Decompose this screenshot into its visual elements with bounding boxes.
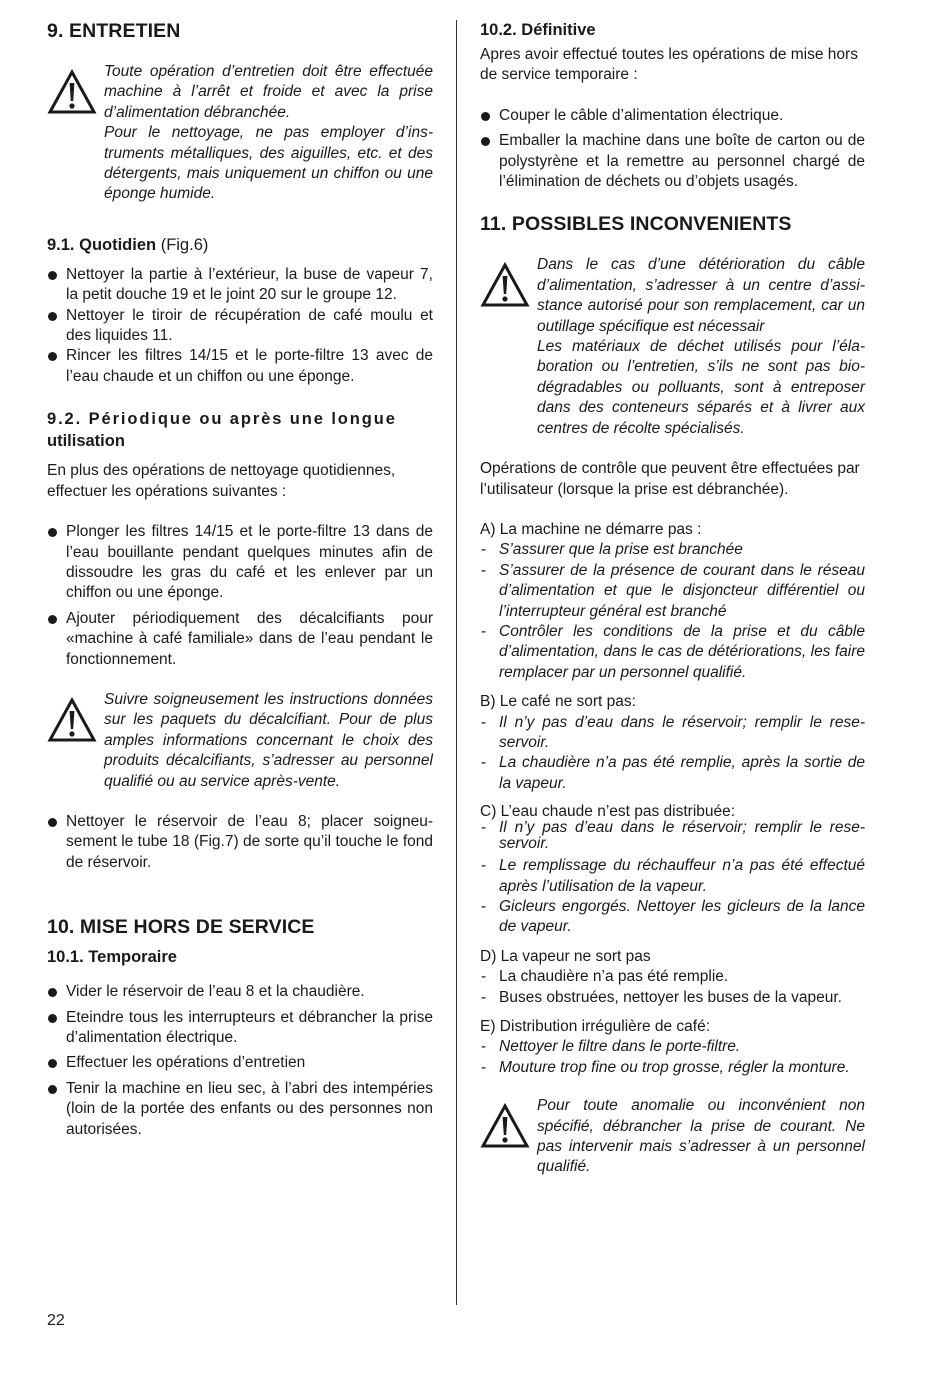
bullet-icon (48, 818, 57, 827)
list-item: Nettoyer le tiroir de récupération de café moulu et des liquides 11. (47, 306, 433, 347)
warning-icon (46, 696, 98, 744)
list-item: Emballer la machine dans une boîte de carton ou de polystyrène et la remettre au personnel chargé de l’élimination de déchets ou d’objets usagés. (480, 131, 865, 192)
section-10-2-title: 10.2. Définitive (480, 21, 596, 39)
column-divider (456, 20, 457, 1305)
list-item: - Nettoyer le filtre dans le porte-filtre. (481, 1038, 741, 1056)
group-items (480, 1037, 865, 1078)
troubleshooting-group-a (480, 520, 865, 683)
list-item: Nettoyer la partie à l’extérieur, la buse de vapeur 7, la petit douche 19 et le joint 20 sur le groupe 12. (47, 265, 433, 306)
bullet-icon (48, 271, 57, 280)
group-items (480, 540, 865, 683)
daily-maintenance-list (47, 265, 433, 387)
warning-text: Pour toute anomalie ou inconvénient non spécifié, débrancher la prise de courant. Ne pas intervenir mais s’adresser à un personnel qualifié. (537, 1097, 865, 1176)
bullet-icon (48, 1059, 57, 1068)
right-column (480, 14, 865, 1178)
list-item: - Buses obstruées, nettoyer les buses de la vapeur. (481, 988, 842, 1006)
maintenance-warning (47, 62, 433, 205)
list-item: - Contrôler les conditions de la prise et du câble d’alimentation, dans le cas de détériorations, les faire remplacer par un personnel qualifié. (481, 622, 865, 681)
group-heading: A) La machine ne démarre pas : (480, 520, 702, 538)
section-9-1-title: 9.1. Quotidien (Fig.6) (47, 235, 209, 254)
list-item: Plonger les filtres 14/15 et le porte-filtre 13 dans de l’eau bouillante pendant quelques minutes afin de dissoudre les gras du café et les enlever par un chiffon ou une éponge. (47, 522, 433, 604)
group-heading: B) Le café ne sort pas: (480, 693, 636, 711)
list-item: - S’assurer de la présence de courant dans le réseau d’alimentation et que le disjoncteur différentiel ou l’interrupteur général est branché (481, 561, 865, 620)
bullet-icon (48, 615, 57, 624)
list-item: Tenir la machine en lieu sec, à l’abri des intempéries (loin de la portée des enfants ou des personnes non autorisées. (47, 1079, 433, 1140)
group-items (480, 713, 865, 795)
section-11-intro: Opérations de contrôle que peuvent être effectuées par l’utilisateur (lorsque la prise est débranchée). (480, 460, 860, 498)
section-11-title: 11. POSSIBLES INCONVENIENTS (480, 213, 792, 236)
bullet-icon (481, 137, 490, 146)
warning-text: Pour le nettoyage, ne pas employer d’instruments métalliques, des aiguilles, etc. et des détergents, mais uniquement un chiffon ou une éponge humide. (104, 124, 433, 203)
troubleshooting-group-e (480, 1017, 865, 1078)
section-9-2-intro: En plus des opérations de nettoyage quotidiennes, effectuer les opérations suivantes : (47, 462, 396, 500)
bullet-icon (481, 112, 490, 121)
list-item: Vider le réservoir de l’eau 8 et la chaudière. (47, 982, 433, 1002)
figure-ref: (Fig.6) (156, 235, 209, 254)
list-item: - S’assurer que la prise est branchée (481, 541, 743, 559)
list-item: - La chaudière n’a pas été remplie, après la sortie de la vapeur. (481, 754, 865, 792)
list-item: Effectuer les opérations d’entretien (47, 1053, 433, 1073)
final-shutdown-list (480, 106, 865, 193)
bullet-icon (48, 352, 57, 361)
list-item: - Le remplissage du réchauffeur n’a pas été effectué après l’utilisation de la vapeur. (481, 857, 865, 895)
troubleshooting-group-b (480, 692, 865, 794)
bullet-icon (48, 1085, 57, 1094)
temporary-shutdown-list (47, 982, 433, 1140)
list-item: - La chaudière n’a pas été remplie. (481, 968, 729, 986)
warning-icon (479, 1102, 531, 1150)
section-10-title: 10. MISE HORS DE SERVICE (47, 916, 315, 939)
left-column (47, 14, 433, 1140)
warning-text: Les matériaux de déchet utilisés pour l’élaboration ou l’entretien, s’ils ne sont pas biodégradables ou polluants, sont à entreposer dans des conteneurs séparés et à livrer aux centres de récolte spécialisés. (537, 338, 865, 437)
section-9-2-title: 9.2. Périodique ou après une longue utilisation (47, 410, 397, 451)
warning-text: Toute opération d’entretien doit être effectuée machine à l’arrêt et froide et avec la prise d’alimentation débranchée. (104, 63, 433, 121)
list-item: Nettoyer le réservoir de l’eau 8; placer soigneusement le tube 18 (Fig.7) de sorte qu’il touche le fond de réservoir. (47, 812, 433, 873)
page-number: 22 (47, 1312, 65, 1329)
descaling-warning (47, 690, 433, 792)
bullet-icon (48, 528, 57, 537)
list-item: Rincer les filtres 14/15 et le porte-filtre 13 avec de l’eau chaude et un chiffon ou une éponge. (47, 346, 433, 387)
bullet-icon (48, 312, 57, 321)
list-item: - Mouture trop fine ou trop grosse, régler la monture. (481, 1058, 850, 1076)
tank-maintenance-list (47, 812, 433, 873)
section-10-2-intro: Apres avoir effectué toutes les opérations de mise hors de service temporaire : (480, 46, 858, 84)
warning-text: Suivre soigneusement les instructions données sur les paquets du décalcifiant. Pour de plus amples informations concernant le choix des produits décalcifiants, s’adresser au personnel qualifié ou au service après-vente. (104, 690, 433, 790)
list-item: - Il n’y pas d’eau dans le réservoir; remplir le reseservoir. (481, 819, 865, 853)
list-item: - Gicleurs engorgés. Nettoyer les gicleurs de la lance de vapeur. (481, 898, 865, 936)
list-item: Eteindre tous les interrupteurs et débrancher la prise d’alimentation électrique. (47, 1008, 433, 1049)
warning-text: Dans le cas d’une détérioration du câble d’alimentation, s’adresser à un centre d’assistance autorisé pour son remplacement, car un outillage spécifique est nécessair (537, 256, 865, 335)
bullet-icon (48, 1014, 57, 1023)
list-item: Couper le câble d’alimentation électrique. (480, 106, 865, 126)
section-10-1-title: 10.1. Temporaire (47, 948, 177, 967)
section-9-title: 9. ENTRETIEN (47, 20, 181, 42)
troubleshooting-group-d (480, 947, 865, 1008)
list-item: Ajouter périodiquement des décalcifiants pour «machine à café familiale» dans de l’eau pendant le fonctionnement. (47, 609, 433, 670)
group-heading: D) La vapeur ne sort pas (480, 947, 651, 965)
warning-icon (479, 261, 531, 309)
group-items (480, 967, 865, 1008)
troubleshooting-group-c (480, 803, 865, 938)
bullet-icon (48, 988, 57, 997)
final-warning (480, 1096, 865, 1178)
group-items (480, 820, 865, 938)
group-heading: E) Distribution irrégulière de café: (480, 1018, 711, 1036)
group-heading: C) L’eau chaude n’est pas distribuée: (480, 803, 736, 821)
list-item: - Il n’y pas d’eau dans le réservoir; remplir le reseservoir. (481, 713, 865, 751)
periodic-maintenance-list (47, 522, 433, 670)
cable-warning (480, 255, 865, 439)
warning-icon (46, 68, 98, 116)
